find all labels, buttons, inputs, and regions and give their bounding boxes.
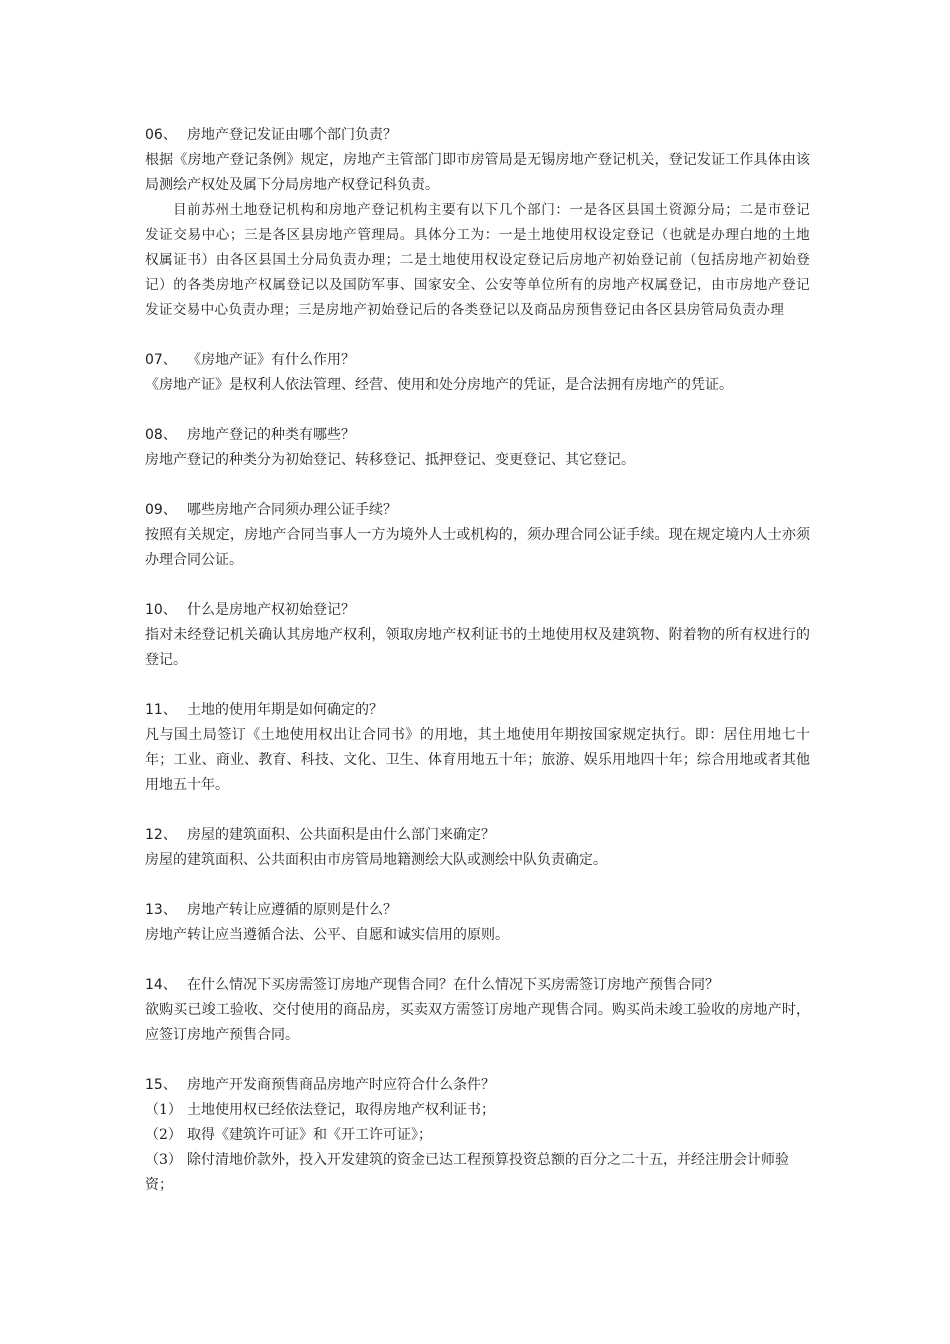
question: 08、 房地产登记的种类有哪些？: [145, 427, 355, 443]
faq-section-07: [145, 348, 810, 398]
answer: 房地产转让应当遵循合法、公平、自愿和诚实信用的原则。: [145, 927, 509, 943]
question: 10、 什么是房地产权初始登记？: [145, 602, 355, 618]
answer: 房地产登记的种类分为初始登记、转移登记、抵押登记、变更登记、其它登记。: [145, 452, 635, 468]
answer: 根据《房地产登记条例》规定，房地产主管部门即市房管局是无锡房地产登记机关，登记发证工作具体由该局测绘产权处及属下分局房地产权登记科负责。: [145, 152, 810, 193]
question: 09、 哪些房地产合同须办理公证手续？: [145, 502, 397, 518]
faq-section-15: [145, 1073, 810, 1198]
faq-section-08: [145, 423, 810, 473]
faq-section-13: [145, 898, 810, 948]
list-item: （2） 取得《建筑许可证》和《开工许可证》；: [145, 1127, 432, 1143]
answer-extra: 目前苏州土地登记机构和房地产登记机构主要有以下几个部门：一是各区县国土资源分局；二是市登记发证交易中心；三是各区县房地产管理局。具体分工为：一是土地使用权设定登记（也就是办理白地的土地权属证书）由各区县国土分局负责办理；二是土地使用权设定登记后房地产初始登记前（包括房地产初始登记）的各类房地产权属登记以及国防军事、国家安全、公安等单位所有的房地产权属登记，由市房地产登记发证交易中心负责办理；三是房地产初始登记后的各类登记以及商品房预售登记由各区县房管局负责办理: [145, 202, 810, 318]
faq-section-06: [145, 123, 810, 323]
faq-section-11: [145, 698, 810, 798]
answer: 《房地产证》是权利人依法管理、经营、使用和处分房地产的凭证，是合法拥有房地产的凭证。: [145, 377, 733, 393]
question: 06、 房地产登记发证由哪个部门负责？: [145, 127, 397, 143]
document-page: [145, 123, 810, 1223]
question: 13、 房地产转让应遵循的原则是什么？: [145, 902, 397, 918]
question: 14、 在什么情况下买房需签订房地产现售合同？在什么情况下买房需签订房地产预售合同？: [145, 977, 719, 993]
question: 15、 房地产开发商预售商品房地产时应符合什么条件？: [145, 1077, 495, 1093]
answer: 指对未经登记机关确认其房地产权利，领取房地产权利证书的土地使用权及建筑物、附着物的所有权进行的登记。: [145, 627, 810, 668]
faq-section-09: [145, 498, 810, 573]
question: 12、 房屋的建筑面积、公共面积是由什么部门来确定？: [145, 827, 495, 843]
answer: 房屋的建筑面积、公共面积由市房管局地籍测绘大队或测绘中队负责确定。: [145, 852, 607, 868]
answer: 凡与国土局签订《土地使用权出让合同书》的用地，其土地使用年期按国家规定执行。即：居住用地七十年；工业、商业、教育、科技、文化、卫生、体育用地五十年；旅游、娱乐用地四十年；综合用地或者其他用地五十年。: [145, 727, 810, 793]
answer: 欲购买已竣工验收、交付使用的商品房，买卖双方需签订房地产现售合同。购买尚未竣工验收的房地产时，应签订房地产预售合同。: [145, 1002, 810, 1043]
question: 07、 《房地产证》有什么作用？: [145, 352, 355, 368]
question: 11、 土地的使用年期是如何确定的？: [145, 702, 383, 718]
faq-section-10: [145, 598, 810, 673]
list-item: （3） 除付清地价款外，投入开发建筑的资金已达工程预算投资总额的百分之二十五，并经注册会计师验资；: [145, 1152, 789, 1193]
faq-section-14: [145, 973, 810, 1048]
faq-section-12: [145, 823, 810, 873]
list-item: （1） 土地使用权已经依法登记，取得房地产权利证书；: [145, 1102, 495, 1118]
answer: 按照有关规定，房地产合同当事人一方为境外人士或机构的，须办理合同公证手续。现在规定境内人士亦须办理合同公证。: [145, 527, 810, 568]
